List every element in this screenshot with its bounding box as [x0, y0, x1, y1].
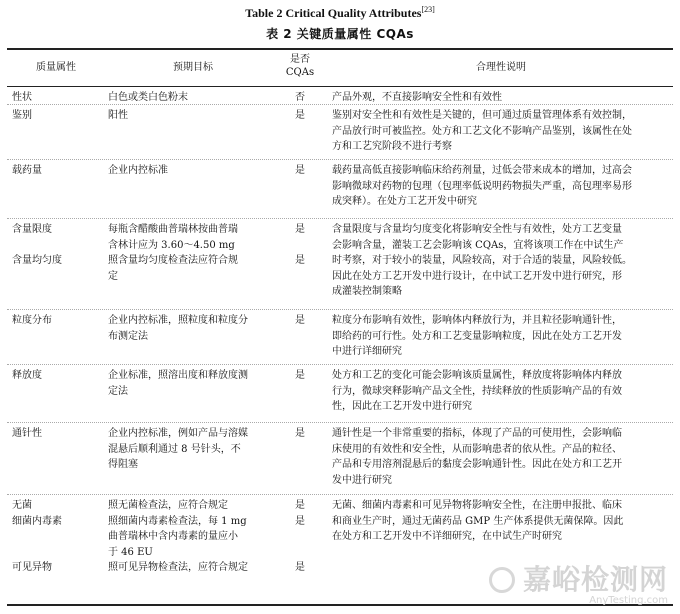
cell-rationale-line: 在处方和工艺开发中不详细研究，在中试生产时研究	[332, 531, 562, 542]
cell-rationale-line: 因此在处方工艺开发中进行设计，在中试工艺开发中进行研究，形	[332, 270, 622, 282]
header-is-cqa: 是否 CQAs	[285, 54, 315, 78]
cell-rationale-line: 产品放行时可被监控。处方和工艺文化不影响产品鉴别，该属性在处	[332, 125, 632, 137]
cell-rationale	[332, 313, 670, 360]
cell-rationale-line: 方和工艺究阶段不进行考察	[332, 141, 452, 152]
cell-rationale-line: 含量限度与含量均匀度变化将影响安全性与有效性，处方工艺变量	[332, 224, 622, 235]
cell-cqa	[280, 108, 320, 124]
cell-target-line: 混悬后顺利通过 8 号针头，不	[108, 443, 241, 455]
cell-rationale-line: 成突释）。在处方工艺开发中研究	[332, 196, 477, 207]
cell-attribute	[12, 426, 100, 442]
row-separator	[7, 364, 673, 365]
cell-target-line: 照可见异物检查法，应符合规定	[108, 562, 248, 573]
cell-rationale	[332, 368, 670, 415]
cell-target-line: 得阻塞	[108, 459, 138, 470]
cell-attribute-line: 载药量	[12, 165, 42, 176]
cell-target-line: 阳性	[108, 110, 128, 121]
cell-attribute-line	[12, 529, 100, 545]
cell-cqa-line: 是	[295, 224, 305, 235]
cell-cqa-line: 是	[295, 165, 305, 176]
cell-cqa	[280, 426, 320, 442]
cell-rationale-line: 产品外观，不直接影响安全性和有效性	[332, 92, 502, 103]
cell-attribute-line: 释放度	[12, 370, 42, 381]
cell-target-line: 企业内控标准	[108, 165, 168, 176]
cell-rationale-line: 处方和工艺的变化可能会影响该质量属性，释放度将影响体内释放	[332, 370, 622, 381]
cell-target-line: 企业内控标准，例如产品与溶媒	[108, 428, 248, 439]
cell-cqa-line	[280, 529, 320, 545]
row-separator	[7, 494, 673, 495]
table-title-zh: 表 2 关键质量属性 CQAs	[266, 27, 414, 41]
cell-rationale-line: 即给药的可行性。处方和工艺变量影响粒度，因此在处方工艺开发	[332, 330, 622, 342]
watermark-logo-icon	[489, 567, 515, 593]
cell-attribute	[12, 222, 100, 269]
cell-target-line: 曲普瑞林中含内毒素的量应小	[108, 531, 238, 542]
cell-attribute-line: 含量限度	[12, 224, 52, 235]
cell-target-line: 含林计应为 3.60～4.50 mg	[108, 239, 235, 251]
cell-rationale	[332, 163, 670, 210]
cell-rationale-line: 粒度分布影响有效性，影响体内释放行为，并且粒径影响通针性，	[332, 315, 622, 326]
cell-attribute-line	[12, 238, 100, 254]
cell-rationale	[332, 498, 670, 545]
cell-attribute-line: 鉴别	[12, 110, 32, 121]
cell-attribute-line: 可见异物	[12, 562, 52, 573]
row-separator	[7, 159, 673, 160]
cell-cqa	[280, 313, 320, 329]
cell-cqa-line: 是	[295, 110, 305, 121]
cell-target-line: 白色或类白色粉末	[108, 92, 188, 103]
cell-rationale-line: 中进行详细研究	[332, 346, 402, 357]
cell-cqa	[280, 368, 320, 384]
cell-cqa	[280, 163, 320, 179]
watermark-text: 嘉峪检测网	[522, 563, 668, 596]
cell-target	[108, 426, 278, 473]
cell-target-line: 照细菌内毒素检查法，每 1 mg	[108, 515, 247, 527]
cell-target-line: 照含量均匀度检查法应符合规	[108, 255, 238, 266]
cell-target	[108, 163, 278, 179]
cell-rationale-line: 和商业生产时，通过无菌药品 GMP 生产体系提供无菌保障。因此	[332, 515, 624, 527]
cell-rationale-line: 通针性是一个非常重要的指标，体现了产品的可使用性，会影响临	[332, 428, 622, 439]
cell-target-line: 于 46 EU	[108, 546, 153, 558]
row-separator	[7, 218, 673, 219]
cell-attribute	[12, 108, 100, 124]
cell-cqa-line	[280, 545, 320, 561]
cell-target-line: 企业标准，照溶出度和释放度测	[108, 370, 248, 381]
cell-attribute-line: 粒度分布	[12, 315, 52, 326]
cell-target-line: 照无菌检查法，应符合规定	[108, 500, 228, 511]
cell-cqa-line: 是	[295, 255, 305, 266]
cell-attribute	[12, 163, 100, 179]
cell-attribute-line: 通针性	[12, 428, 42, 439]
cell-attribute-line: 含量均匀度	[12, 255, 62, 266]
row-separator	[7, 309, 673, 310]
cell-cqa-line: 是	[295, 515, 305, 527]
watermark	[523, 565, 668, 606]
cell-target-line: 定	[108, 270, 118, 282]
cell-cqa-line: 是	[295, 370, 305, 381]
cell-attribute	[12, 368, 100, 384]
header-quality-attribute: 质量属性	[36, 62, 76, 73]
cell-target-line: 每瓶含醋酸曲普瑞林按曲普瑞	[108, 224, 238, 235]
cell-rationale-line: 行为，微球突释影响产品文全性，持续释放的性质影响产品的有效	[332, 385, 622, 397]
cell-target-line: 布测定法	[108, 330, 148, 342]
header-rationale: 合理性说明	[476, 62, 526, 73]
cell-rationale	[332, 426, 670, 488]
cell-attribute	[12, 498, 100, 576]
cell-cqa	[280, 498, 320, 576]
cell-attribute-line: 性状	[12, 92, 32, 103]
cell-cqa-line: 是	[295, 562, 305, 573]
header-expected-target: 预期目标	[173, 62, 213, 73]
cell-target-line: 企业内控标准，照粒度和粒度分	[108, 315, 248, 326]
cell-rationale-line: 床使用的有效性和安全性，从而影响患者的依从性。产品的粒径、	[332, 443, 622, 455]
cell-cqa	[280, 222, 320, 269]
watermark-subtext: AnyTesting.com	[589, 595, 668, 606]
table-title-en: Table 2 Critical Quality Attributes[23]	[245, 5, 435, 20]
cell-rationale-line: 会影响含量，灌装工艺会影响该 CQAs，宜将该项工作在中试生产	[332, 239, 624, 251]
table-top-rule	[7, 48, 673, 50]
cell-attribute	[12, 313, 100, 329]
cell-attribute-line	[12, 545, 100, 561]
cell-rationale-line: 载药量高低直接影响临床给药剂量，过低会带来成本的增加，过高会	[332, 165, 632, 176]
cell-target	[108, 313, 278, 344]
row-separator	[7, 422, 673, 423]
cell-rationale-line: 影响微球对药物的包理（包理率低说明药物损失严重，高包理率易形	[332, 180, 632, 192]
cell-attribute-line: 细菌内毒素	[12, 515, 62, 527]
cell-cqa-line: 是	[295, 500, 305, 511]
table-header-rule	[7, 86, 673, 87]
cell-target-line: 定法	[108, 385, 128, 397]
cell-rationale-line: 成灌装控制策略	[332, 286, 402, 297]
row-separator	[7, 104, 673, 105]
cell-target	[108, 498, 278, 576]
cell-cqa-line: 否	[295, 92, 305, 103]
cell-target	[108, 108, 278, 124]
cell-attribute-line: 无菌	[12, 500, 32, 511]
cell-cqa-line: 是	[295, 315, 305, 326]
cell-rationale-line: 鉴别对安全性和有效性是关键的，但可通过质量管理体系有效控制，	[332, 110, 632, 121]
cell-rationale-line: 发中进行研究	[332, 474, 392, 486]
cell-rationale	[332, 108, 670, 155]
cell-cqa-line	[280, 238, 320, 254]
cell-rationale-line: 时考察，对于较小的装量，风险较高，对于合适的装量，风险较低。	[332, 255, 632, 266]
cell-cqa-line: 是	[295, 428, 305, 439]
cell-rationale-line: 性，因此在工艺开发中进行研究	[332, 401, 472, 412]
cell-rationale-line: 产品和专用溶剂混悬后的黏度会影响通针性。因此在处方和工艺开	[332, 459, 622, 470]
cell-rationale	[332, 222, 670, 300]
cell-rationale-line: 无菌、细菌内毒素和可见异物将影响安全性，在注册申报批、临床	[332, 500, 622, 511]
cell-target	[108, 368, 278, 399]
cell-target	[108, 222, 278, 284]
